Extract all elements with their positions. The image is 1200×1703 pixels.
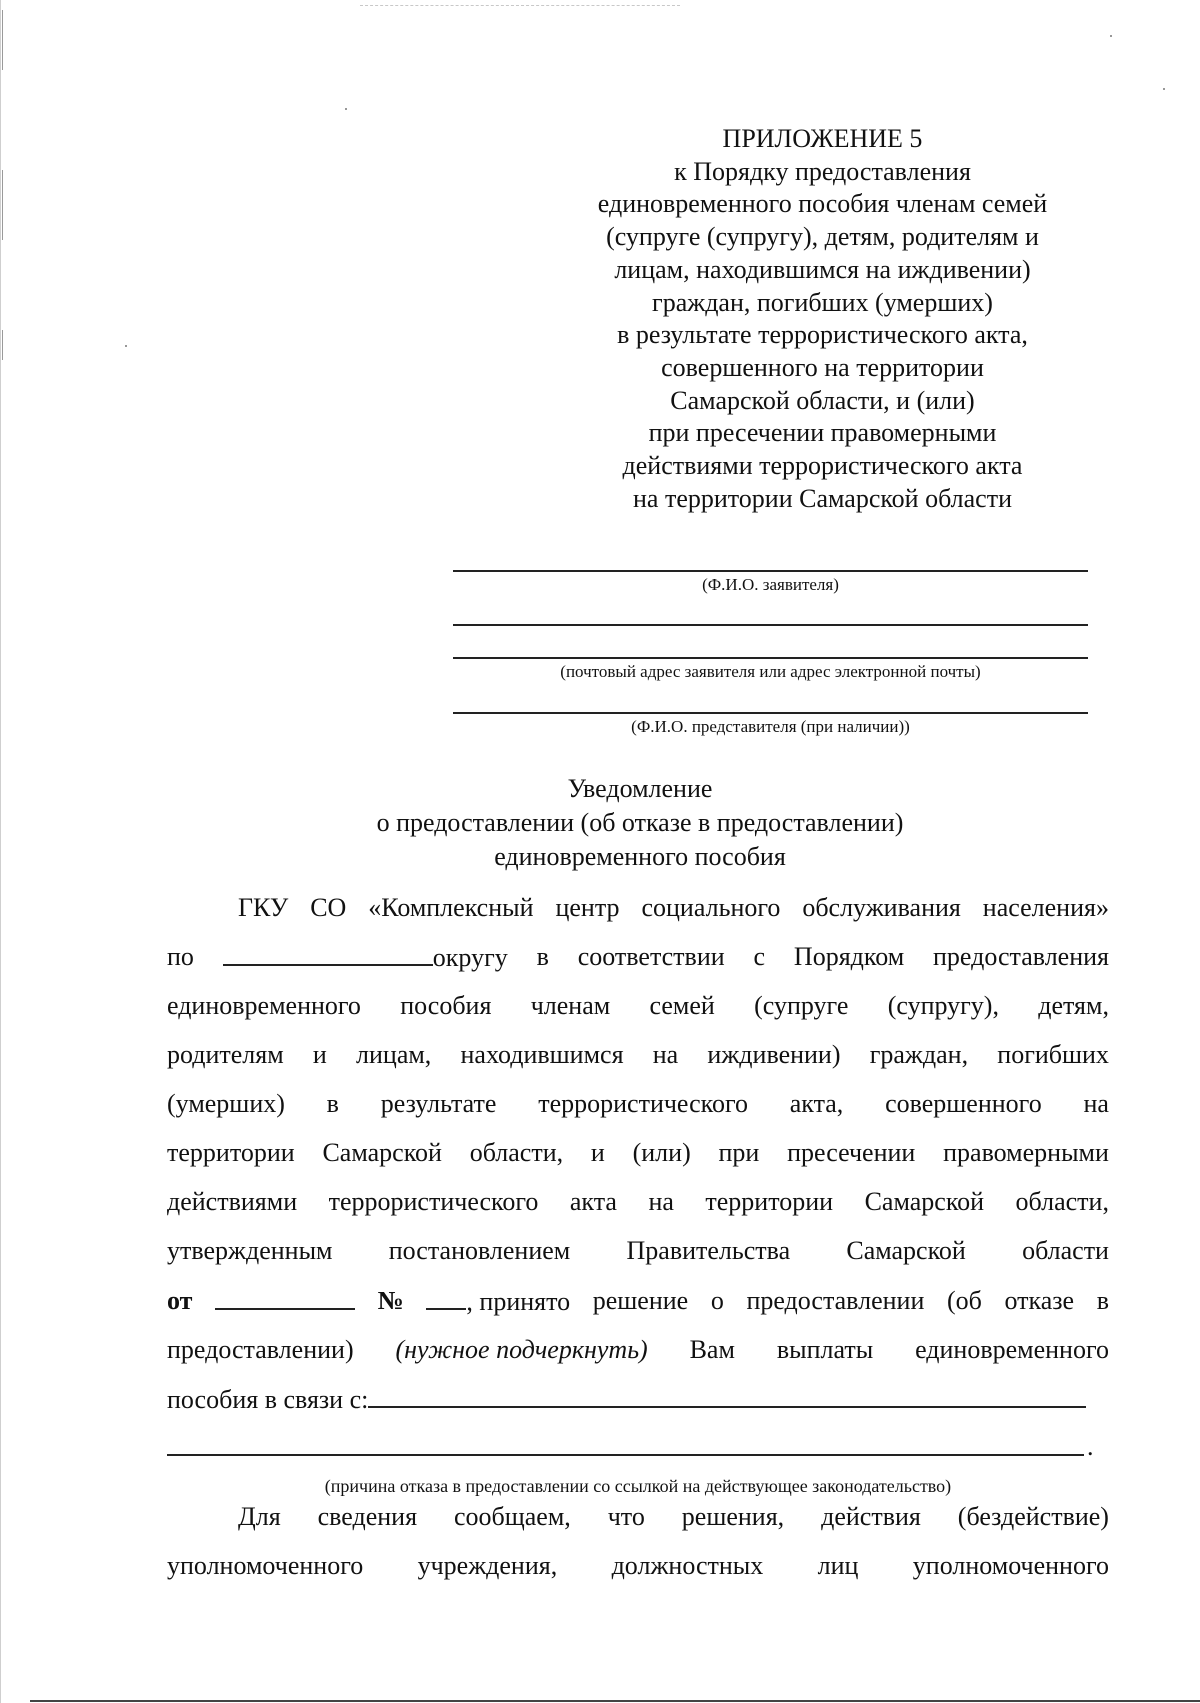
word: о — [710, 1286, 724, 1315]
word: уполномоченного — [912, 1551, 1109, 1580]
reason-caption: (причина отказа в предоставлении со ссылкой на действующее законодательство) — [324, 1476, 952, 1496]
appendix-line: к Порядку предоставления — [674, 156, 971, 186]
appendix-line: действиями террористического акта — [622, 451, 1023, 481]
body-line — [167, 1236, 1109, 1266]
word: обслуживания — [802, 893, 961, 922]
word: уполномоченного — [167, 1551, 364, 1580]
word: области — [1022, 1236, 1109, 1265]
word: Самарской — [322, 1138, 442, 1167]
word: в — [326, 1089, 339, 1118]
word: «Комплексный — [368, 893, 534, 922]
body-line — [167, 1040, 1109, 1070]
word: соответствии — [577, 942, 725, 971]
number-blank — [426, 1286, 466, 1310]
district-blank-group — [223, 942, 508, 973]
notice-subtitle: о предоставлении (об отказе в предоставлении) — [376, 808, 904, 837]
word: населения» — [982, 893, 1109, 922]
representative-line — [453, 712, 1088, 714]
word: предоставления — [933, 942, 1109, 971]
word: (умерших) — [167, 1089, 285, 1118]
word: граждан, — [869, 1040, 969, 1069]
appendix-line: совершенного на территории — [661, 352, 984, 382]
word: и — [590, 1138, 605, 1167]
representative-caption: (Ф.И.О. представителя (при наличии)) — [631, 717, 910, 736]
word: (супруге — [754, 991, 849, 1020]
word: на — [648, 1187, 674, 1216]
word: (супругу), — [887, 991, 999, 1020]
word: семей — [649, 991, 715, 1020]
body-line — [167, 1286, 1109, 1317]
word: членам — [530, 991, 611, 1020]
word: (бездействие) — [957, 1502, 1109, 1531]
district-blank — [223, 942, 433, 966]
number-sign: № — [377, 1286, 404, 1315]
word: пресечении — [787, 1138, 916, 1167]
appendix-title: ПРИЛОЖЕНИЕ 5 — [722, 124, 923, 153]
instruction-note: (нужное подчеркнуть) — [395, 1335, 648, 1364]
word: от — [167, 1286, 193, 1315]
word: террористического — [328, 1187, 539, 1216]
appendix-line: единовременного пособия членам семей — [597, 189, 1048, 219]
word: отказе — [1004, 1286, 1075, 1315]
word: территории — [705, 1187, 834, 1216]
appendix-block — [555, 123, 1090, 515]
word: совершенного — [885, 1089, 1042, 1118]
word: ГКУ — [238, 893, 289, 922]
scan-edge — [0, 0, 1, 1703]
word: Порядком — [793, 942, 905, 971]
word: Вам — [689, 1335, 735, 1364]
scan-speck — [125, 345, 127, 347]
word: центр — [555, 893, 620, 922]
word: находившимся — [460, 1040, 624, 1069]
word: сведения — [317, 1502, 418, 1531]
word: утвержденным — [167, 1236, 333, 1265]
word: области, — [1015, 1187, 1109, 1216]
word: пособия — [400, 991, 492, 1020]
word: на — [652, 1040, 679, 1069]
reason-period: . — [1087, 1432, 1094, 1461]
appendix-line: лицам, находившимся на иждивении) — [614, 254, 1031, 284]
word: результате — [380, 1089, 497, 1118]
word: действиями — [167, 1187, 298, 1216]
word: террористического — [538, 1089, 748, 1118]
word: предоставлении) — [167, 1335, 354, 1364]
appendix-line: Самарской области, и (или) — [670, 385, 975, 415]
applicant-name-caption: (Ф.И.О. заявителя) — [702, 575, 839, 594]
word: и — [312, 1040, 327, 1069]
word: учреждения, — [417, 1551, 558, 1580]
word: должностных — [611, 1551, 764, 1580]
reason-line — [167, 1454, 1084, 1456]
notice-title-block — [300, 772, 980, 874]
word: Самарской — [846, 1236, 966, 1265]
word: акта — [569, 1187, 617, 1216]
word: СО — [310, 893, 347, 922]
body-line — [238, 893, 1109, 923]
reason-blank — [368, 1384, 1086, 1408]
body-line — [167, 1384, 1109, 1415]
word: области, — [469, 1138, 564, 1167]
word: при — [718, 1138, 760, 1167]
word: сообщаем, — [453, 1502, 571, 1531]
applicant-address-line — [453, 657, 1088, 659]
word: выплаты — [776, 1335, 874, 1364]
applicant-address-caption: (почтовый адрес заявителя или адрес электронной почты) — [560, 662, 981, 681]
word: (об — [946, 1286, 982, 1315]
word: решение — [592, 1286, 689, 1315]
word: лиц — [817, 1551, 859, 1580]
reason-label: пособия в связи с: — [167, 1385, 369, 1414]
scan-mark — [2, 330, 3, 360]
word: округу — [432, 943, 508, 972]
word: на — [1083, 1089, 1109, 1118]
word: решения, — [681, 1502, 785, 1531]
word: единовременного — [915, 1335, 1109, 1364]
scan-speck — [1110, 35, 1112, 37]
word: постановлением — [388, 1236, 571, 1265]
word: акта, — [789, 1089, 844, 1118]
scan-edge — [30, 1700, 1200, 1702]
word: Для — [238, 1502, 281, 1531]
scan-mark — [360, 5, 680, 6]
body-line — [238, 1502, 1109, 1532]
word: социального — [641, 893, 781, 922]
word: (или) — [632, 1138, 691, 1167]
word: родителям — [167, 1040, 284, 1069]
notice-subtitle: единовременного пособия — [494, 842, 786, 871]
word: детям, — [1038, 991, 1109, 1020]
notice-title: Уведомление — [567, 774, 713, 803]
appendix-line: на территории Самарской области — [633, 483, 1012, 513]
word: в — [536, 942, 549, 971]
appendix-line: при пресечении правомерными — [648, 418, 997, 448]
body-line — [167, 1187, 1109, 1217]
body-line — [167, 991, 1109, 1021]
word: что — [607, 1502, 645, 1531]
word: в — [1096, 1286, 1109, 1315]
number-blank-group — [426, 1286, 570, 1317]
scan-speck — [1163, 88, 1165, 90]
scan-mark — [2, 170, 3, 240]
body-line — [167, 942, 1109, 973]
body-line — [167, 1138, 1109, 1168]
word: предоставлении — [746, 1286, 925, 1315]
word: по — [167, 942, 194, 971]
word: действия — [821, 1502, 921, 1531]
applicant-address-line — [453, 624, 1088, 626]
word: единовременного — [167, 991, 361, 1020]
word: с — [753, 942, 766, 971]
word: иждивении) — [707, 1040, 841, 1069]
word: погибших — [997, 1040, 1109, 1069]
applicant-name-line — [453, 570, 1088, 572]
appendix-line: в результате террористического акта, — [617, 320, 1028, 350]
date-blank — [215, 1286, 355, 1310]
body-line — [167, 1335, 1109, 1365]
word: правомерными — [943, 1138, 1109, 1167]
word: территории — [167, 1138, 295, 1167]
word: лицам, — [356, 1040, 432, 1069]
appendix-line: (супруге (супругу), детям, родителям и — [606, 222, 1039, 252]
word: Правительства — [626, 1236, 791, 1265]
word: , принято — [466, 1287, 571, 1316]
appendix-line: граждан, погибших (умерших) — [652, 287, 993, 317]
body-line — [167, 1551, 1109, 1581]
body-line — [167, 1089, 1109, 1119]
word: Самарской — [864, 1187, 985, 1216]
scan-speck — [345, 108, 347, 110]
scan-mark — [2, 10, 3, 70]
